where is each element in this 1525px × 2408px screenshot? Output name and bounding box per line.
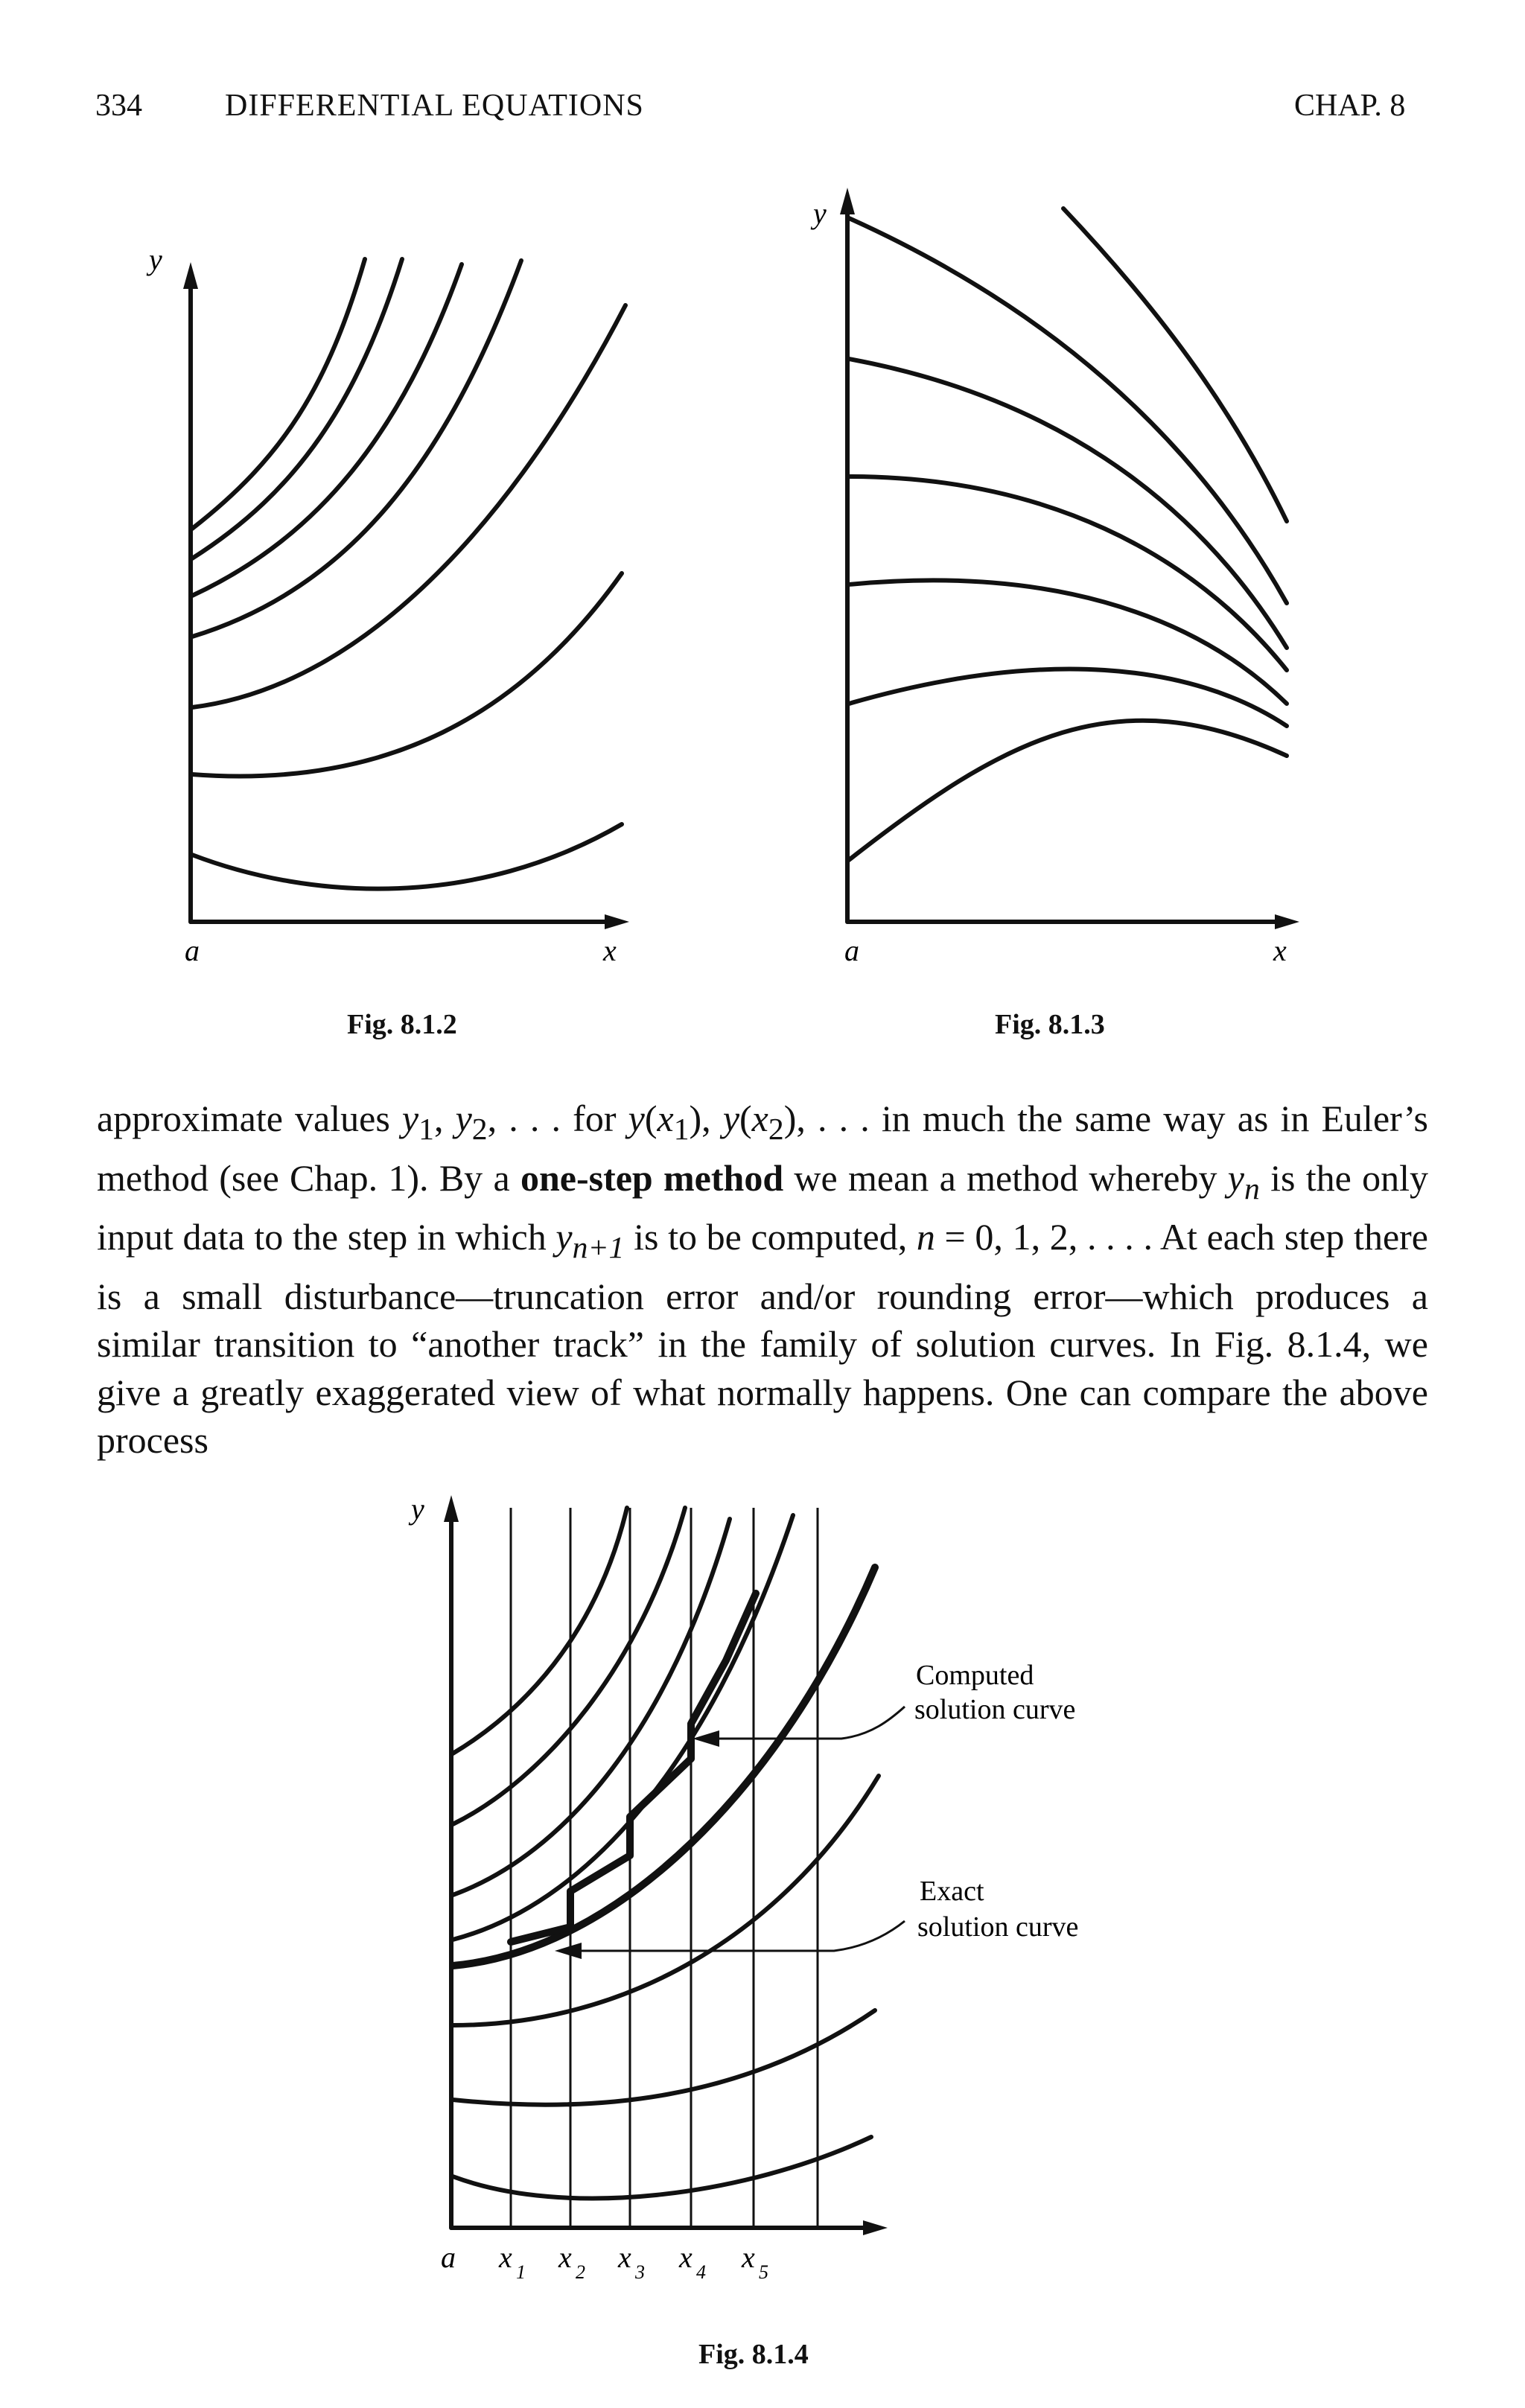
x-tick-label (617, 2240, 645, 2283)
page-number: 334 (95, 89, 142, 123)
x-tick-label (498, 2240, 526, 2283)
y-axis-label: y (411, 1492, 424, 1526)
solution-curve (453, 2010, 875, 2105)
figure-8-1-4-caption: Fig. 8.1.4 (698, 2339, 809, 2370)
y-axis-arrow (444, 1495, 459, 1522)
origin-label: a (844, 934, 859, 967)
svg-text:x: x (558, 2240, 572, 2274)
svg-text:x: x (499, 2240, 512, 2274)
running-title: DIFFERENTIAL EQUATIONS (225, 89, 644, 123)
computed-curve-label: Computed (916, 1660, 1034, 1691)
figure-8-1-3-caption: Fig. 8.1.3 (995, 1009, 1105, 1040)
svg-text:x: x (679, 2240, 693, 2274)
svg-text:2: 2 (576, 2261, 585, 2283)
exact-solution-curve (453, 1567, 875, 1966)
x-axis-arrow (863, 2220, 888, 2235)
solution-curve (453, 2137, 871, 2198)
svg-text:5: 5 (759, 2261, 768, 2283)
origin-label: a (185, 934, 200, 967)
exact-pointer-arrowhead (555, 1943, 582, 1959)
body-paragraph: approximate values $y_1$, $y_2$, . . . for $y(x_1)$, $y(x_2)$, . . . in much the same way as in Euler’s method (see Chap. 1). By a one-step method we mean a method whereby $y_n$ is the only input data to the step in which $y_{n+1}$ is to be computed, n = 0, 1, 2, . . . . At each step there is a small disturbance—truncation error and/or rounding error—which produces a similar transition to “another track” in the family of solution curves. In Fig. 8.1.4, we give a greatly exaggerated view of what normally happens. One can compare the above process (97, 1098, 1429, 1461)
solution-curve (453, 1519, 730, 1895)
svg-text:x: x (618, 2240, 631, 2274)
exact-curve-label: Exact (920, 1876, 984, 1907)
term-one-step-method: one-step method (520, 1156, 784, 1199)
computed-curve-label: solution curve (914, 1694, 1076, 1725)
svg-text:4: 4 (696, 2261, 706, 2283)
x-axis-label: x (1273, 934, 1287, 967)
x-tick-label (558, 2240, 585, 2283)
solution-curve (453, 1508, 685, 1824)
origin-label: a (441, 2240, 456, 2274)
svg-text:3: 3 (635, 2261, 645, 2283)
x-axis-label: x (603, 934, 617, 967)
solution-curve (453, 1515, 793, 1940)
figure-8-1-2-caption: Fig. 8.1.2 (347, 1009, 457, 1040)
x-tick-label (678, 2240, 706, 2283)
exact-curve-label: solution curve (917, 1911, 1079, 1943)
solution-curve (453, 1508, 627, 1754)
svg-text:1: 1 (516, 2261, 526, 2283)
y-axis-label: y (149, 243, 162, 276)
chapter-label: CHAP. 8 (1294, 89, 1406, 123)
x-tick-label (741, 2240, 768, 2283)
solution-curve (453, 1776, 879, 2025)
y-axis-label: y (813, 197, 827, 230)
svg-text:x: x (742, 2240, 755, 2274)
